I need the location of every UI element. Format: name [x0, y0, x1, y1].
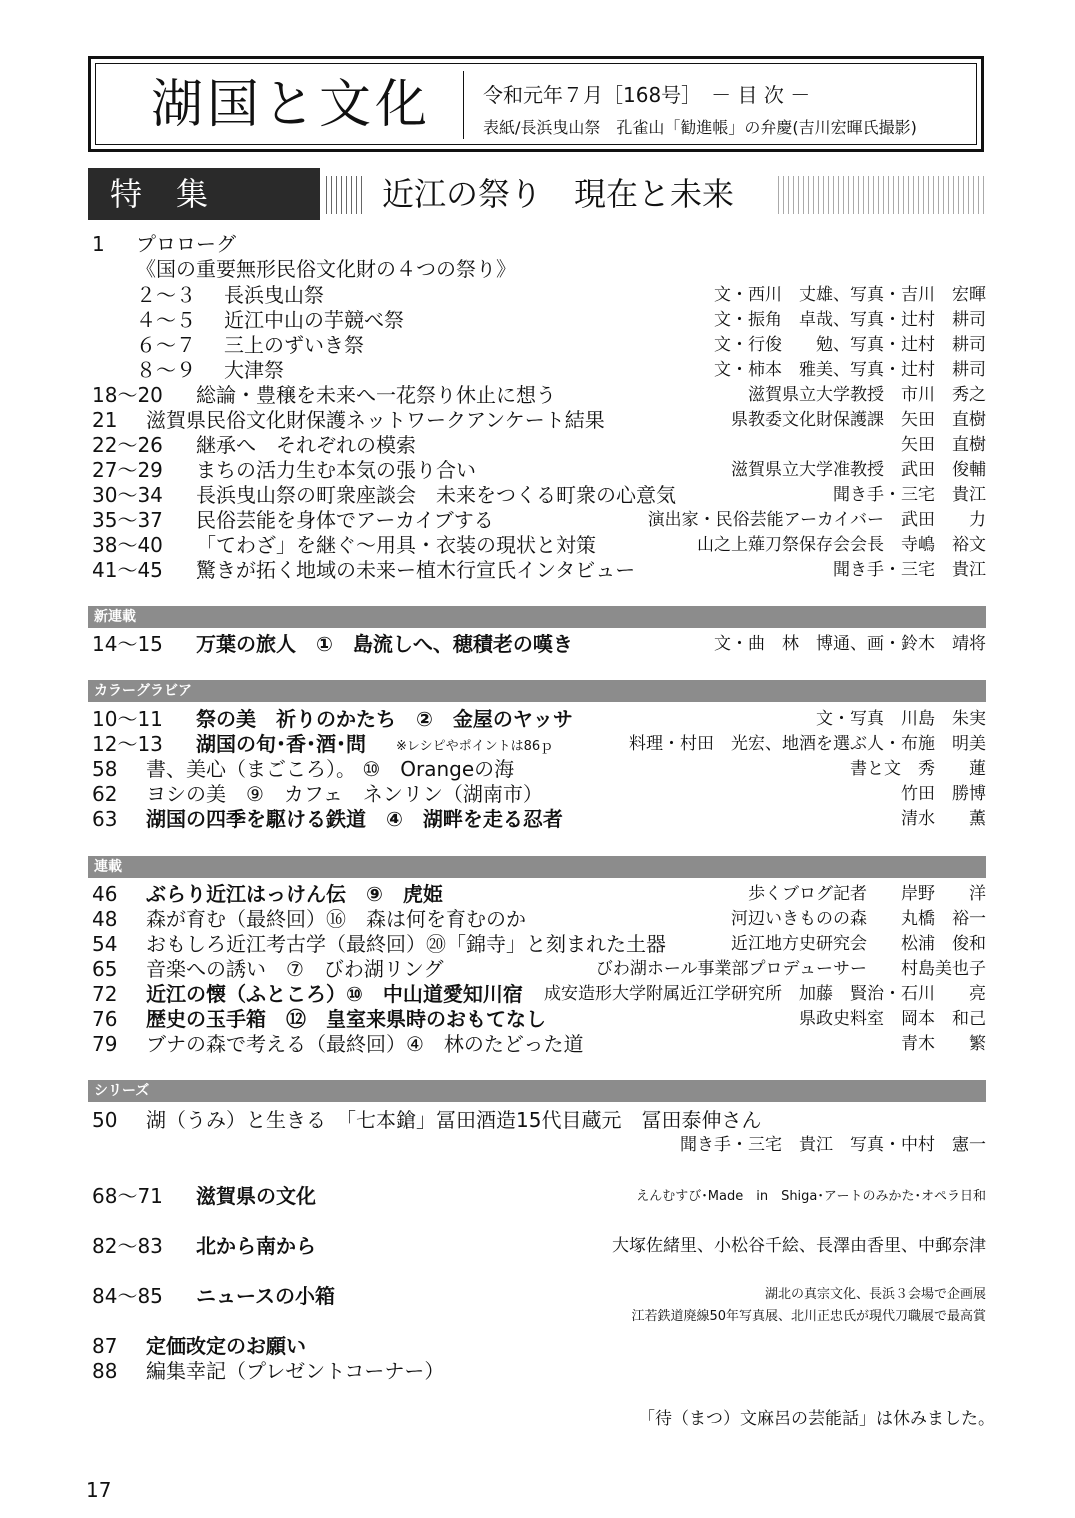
entry-author: 清水 薫 [901, 809, 986, 829]
page-range: 48 [92, 907, 118, 931]
toc-entry[interactable] [92, 982, 986, 1007]
page-range: 10～11 [92, 707, 163, 731]
entry-author: びわ湖ホール事業部プロデューサー 村島美也子 [595, 959, 986, 979]
cover-caption: 表紙/長浜曳山祭 孔雀山「勧進帳」の弁慶(吉川宏暉氏撮影) [483, 118, 917, 137]
entry-author: 県教委文化財保護課 矢田 直樹 [731, 410, 986, 430]
page-range: 76 [92, 1007, 118, 1031]
toc-entry[interactable] [92, 458, 986, 483]
section-bar-gravure: カラーグラビア [88, 680, 986, 702]
section-bar-new-series: 新連載 [88, 606, 986, 628]
entry-title: 驚きが拓く地域の未来ー植木行宣氏インタビュー [196, 558, 636, 582]
toc-entry[interactable] [92, 782, 986, 807]
entry-author: 山之上薙刀祭保存会会長 寺嶋 裕文 [697, 535, 986, 555]
page-range: 72 [92, 982, 118, 1006]
page-range: ４～５ [136, 308, 196, 332]
toc-entry[interactable] [92, 882, 986, 907]
page-range: 46 [92, 882, 118, 906]
page-range: 62 [92, 782, 118, 806]
section-bar-serial: 連載 [88, 856, 986, 878]
toc-entry[interactable] [92, 308, 986, 333]
toc-entry[interactable] [92, 533, 986, 558]
page-number: 17 [86, 1478, 112, 1502]
entry-title: 大津祭 [224, 358, 284, 382]
toc-entry[interactable] [92, 1184, 986, 1209]
page-range: 88 [92, 1359, 118, 1383]
entry-author: 聞き手・三宅 貴江 [833, 560, 986, 580]
page-range: 79 [92, 1032, 118, 1056]
toc-entry[interactable] [92, 1108, 986, 1133]
entry-author: 書と文 秀 蓮 [850, 759, 986, 779]
toc-entry[interactable] [92, 907, 986, 932]
entry-author: 聞き手・三宅 貴江 [833, 485, 986, 505]
entry-title: プロローグ [136, 232, 236, 256]
page-range: 14～15 [92, 632, 163, 656]
page-range: ６～７ [136, 333, 196, 357]
entry-title: 長浜曳山祭の町衆座談会 未来をつくる町衆の心意気 [196, 483, 676, 507]
footer-note: 「待（まつ）文麻呂の芸能話」は休みました。 [638, 1409, 995, 1429]
banner-stripes-right [778, 176, 988, 214]
page-range: ８～９ [136, 358, 196, 382]
entry-author: 近江地方史研究会 松浦 俊和 [731, 934, 986, 954]
toc-entry[interactable] [92, 807, 986, 832]
news-note-2: 江若鉄道廃線50年写真展、北川正忠氏が現代刀職展で最高賞 [631, 1309, 986, 1324]
entry-author: 竹田 勝博 [901, 784, 986, 804]
entry-note: ※レシピやポイントは86ｐ [396, 739, 554, 754]
entry-title: 祭の美 祈りのかたち ② 金屋のヤッサ [196, 707, 573, 731]
toc-entry[interactable] [92, 433, 986, 458]
toc-entry[interactable] [92, 483, 986, 508]
entry-title: 長浜曳山祭 [224, 283, 324, 307]
entry-author: 河辺いきものの森 丸橋 裕一 [731, 909, 986, 929]
feature-title: 近江の祭り 現在と未来 [382, 175, 735, 213]
issue-line: 令和元年７月［168号］ － 目 次 － [483, 83, 811, 107]
page-range: 41～45 [92, 558, 163, 582]
entry-author: 聞き手・三宅 貴江 写真・中村 憲一 [680, 1135, 986, 1155]
toc-entry[interactable] [92, 732, 986, 757]
toc-entry [92, 257, 986, 282]
toc-entry[interactable] [92, 232, 986, 257]
toc-entry[interactable] [92, 383, 986, 408]
entry-title: ヨシの美 ⑨ カフェ ネンリン（湖南市） [146, 782, 543, 806]
entry-author: 大塚佐緒里、小松谷千絵、長澤由香里、中郵奈津 [612, 1236, 986, 1256]
page-range: 82～83 [92, 1234, 163, 1258]
page-range: 63 [92, 807, 118, 831]
entry-author: えんむすび･Made in Shiga･アートのみかた･オペラ日和 [636, 1189, 986, 1204]
entry-title: 湖国の四季を駆ける鉄道 ④ 湖畔を走る忍者 [146, 807, 563, 831]
entry-author: 成安造形大学附属近江学研究所 加藤 賢治・石川 亮 [544, 984, 986, 1004]
entry-title: ブナの森で考える（最終回）④ 林のたどった道 [146, 1032, 584, 1056]
toc-entry[interactable] [92, 333, 986, 358]
page-range: 58 [92, 757, 118, 781]
entry-author: 歩くブログ記者 岸野 洋 [748, 884, 986, 904]
entry-title: 湖（うみ）と生きる 「七本鎗」冨田酒造15代目蔵元 冨田泰伸さん [146, 1108, 762, 1132]
entry-title: 近江の懐（ふところ）⑩ 中山道愛知川宿 [146, 982, 523, 1006]
banner-stripes-left [326, 176, 362, 214]
entry-title: 編集幸記（プレゼントコーナー） [146, 1359, 445, 1383]
entry-title: 北から南から [196, 1234, 316, 1258]
page-range: ２～３ [136, 283, 196, 307]
entry-title: 三上のずいき祭 [224, 333, 364, 357]
entry-author: 県政史料室 岡本 和己 [799, 1009, 986, 1029]
page-range: 50 [92, 1108, 118, 1132]
entry-title: 総論・豊穣を未来へ一花祭り休止に想う [196, 383, 556, 407]
entry-title: おもしろ近江考古学（最終回）⑳「錦寺」と刻まれた土器 [146, 932, 666, 956]
toc-entry[interactable] [92, 358, 986, 383]
toc-entry[interactable] [92, 1334, 986, 1359]
page-range: 21 [92, 408, 118, 432]
entry-author: 文・曲 林 博通、画・鈴木 靖将 [714, 634, 986, 654]
entry-title: まちの活力生む本気の張り合い [196, 458, 476, 482]
news-note-1: 湖北の真宗文化、長浜３会場で企画展 [764, 1287, 986, 1302]
page-range: 87 [92, 1334, 118, 1358]
entry-title: 近江中山の芋競べ祭 [224, 308, 404, 332]
toc-entry[interactable] [92, 1359, 986, 1384]
entry-author: 矢田 直樹 [901, 435, 986, 455]
entry-title: 湖国の旬･香･酒･問 [196, 732, 366, 756]
entry-title: 「てわざ」を継ぐ～用具・衣装の現状と対策 [196, 533, 596, 557]
entry-author: 文・西川 丈雄、写真・吉川 宏暉 [714, 285, 986, 305]
page-range: 35～37 [92, 508, 163, 532]
entry-author: 文・柿本 雅美、写真・辻村 耕司 [714, 360, 986, 380]
entry-title: 森が育む（最終回）⑯ 森は何を育むのか [146, 907, 526, 931]
entry-title: ぶらり近江はっけん伝 ⑨ 虎姫 [146, 882, 443, 906]
page-range: 1 [92, 232, 105, 256]
page-range: 38～40 [92, 533, 163, 557]
toc-entry[interactable] [92, 1234, 986, 1259]
entry-author: 文・行俊 勉、写真・辻村 耕司 [714, 335, 986, 355]
header-divider [463, 71, 464, 139]
entry-author: 文・写真 川島 朱実 [816, 709, 986, 729]
page-range: 22～26 [92, 433, 163, 457]
entry-title: 定価改定のお願い [146, 1334, 306, 1358]
entry-title: 音楽への誘い ⑦ びわ湖リング [146, 957, 444, 981]
toc-entry[interactable] [92, 408, 986, 433]
feature-label: 特集 [88, 168, 320, 220]
entry-author: 滋賀県立大学教授 市川 秀之 [748, 385, 986, 405]
entry-author: 演出家・民俗芸能アーカイバー 武田 力 [647, 510, 986, 530]
page-range: 54 [92, 932, 118, 956]
entry-author: 青木 繁 [901, 1034, 986, 1054]
toc-entry[interactable] [92, 707, 986, 732]
toc-entry[interactable] [92, 283, 986, 308]
page-range: 18～20 [92, 383, 163, 407]
page-range: 30～34 [92, 483, 163, 507]
toc-entry[interactable] [92, 632, 986, 657]
entry-title: 歴史の玉手箱 ⑫ 皇室来県時のおもてなし [146, 1007, 546, 1031]
entry-author: 文・振角 卓哉、写真・辻村 耕司 [714, 310, 986, 330]
page-range: 65 [92, 957, 118, 981]
toc-entry[interactable] [92, 757, 986, 782]
toc-entry[interactable] [92, 558, 986, 583]
toc-entry[interactable] [92, 508, 986, 533]
page-range: 27～29 [92, 458, 163, 482]
entry-title: 民俗芸能を身体でアーカイブする [196, 508, 494, 532]
entry-title: 書、美心（まごころ）。 ⑩ Orangeの海 [146, 757, 515, 781]
entry-author: 滋賀県立大学准教授 武田 俊輔 [731, 460, 986, 480]
section-bar-series: シリーズ [88, 1080, 986, 1102]
entry-title: 万葉の旅人 ① 島流しへ、穂積老の嘆き [196, 632, 573, 656]
entry-author: 料理・村田 光宏、地酒を選ぶ人・布施 明美 [629, 734, 986, 754]
entry-title: 《国の重要無形民俗文化財の４つの祭り》 [136, 257, 516, 281]
masthead-box [88, 56, 984, 152]
toc-entry-credit [92, 1133, 986, 1158]
toc-entry[interactable] [92, 932, 986, 957]
page-range: 12～13 [92, 732, 163, 756]
page-range: 84～85 [92, 1284, 163, 1308]
toc-entry[interactable] [92, 1032, 986, 1057]
entry-title: 滋賀県の文化 [196, 1184, 316, 1208]
entry-title: 継承へ それぞれの模索 [196, 433, 416, 457]
entry-title: ニュースの小箱 [196, 1284, 335, 1308]
toc-entry[interactable] [92, 1007, 986, 1032]
toc-entry[interactable] [92, 957, 986, 982]
page-range: 68～71 [92, 1184, 163, 1208]
magazine-title: 湖国と文化 [151, 75, 432, 135]
entry-title: 滋賀県民俗文化財保護ネットワークアンケート結果 [146, 408, 605, 432]
